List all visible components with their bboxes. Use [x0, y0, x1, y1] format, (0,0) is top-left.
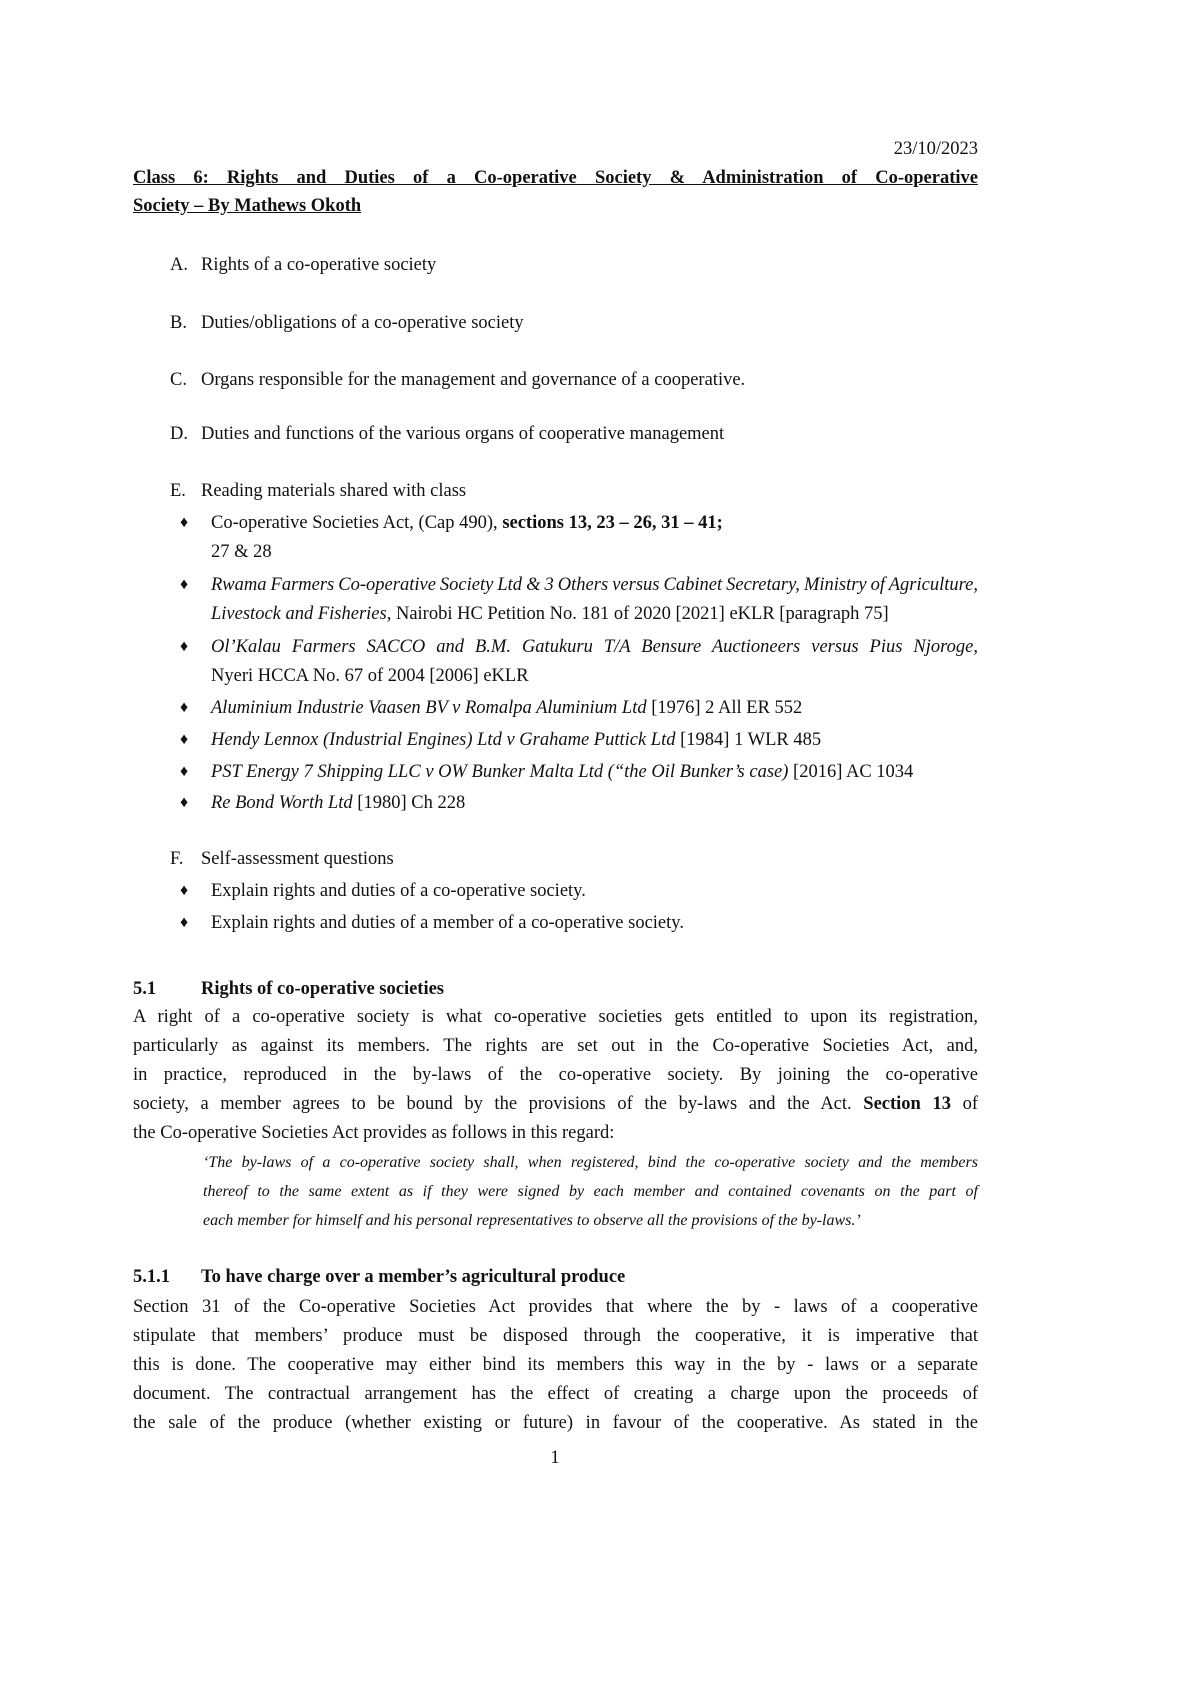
text-segment: thereof to the same extent as if they were signed by each member and contained covenants on the part of: [203, 1183, 978, 1200]
bullet-line: [211, 911, 684, 935]
text-segment: of: [950, 1094, 978, 1114]
quote-line: [203, 1180, 978, 1204]
text-segment: sections 13, 23 – 26, 31 – 41;: [502, 513, 723, 533]
para-line: [133, 1411, 978, 1435]
bullet-just-line: [211, 635, 978, 659]
heading-line: [201, 1265, 625, 1289]
outline-line: [201, 368, 745, 392]
date-line: [800, 137, 978, 161]
text-segment: Organs responsible for the management and governance of a cooperative.: [201, 370, 746, 390]
title-last-line: [133, 194, 361, 218]
bullet-line: [211, 728, 821, 752]
text-segment: Self-assessment questions: [201, 849, 394, 869]
text-segment: Nairobi HC Petition No. 181 of 2020 [2021] eKLR [paragraph 75]: [391, 604, 889, 624]
bullet-line: [211, 791, 465, 815]
outline-letter: F.: [170, 849, 184, 869]
cont-line: [211, 602, 889, 626]
text-segment: Rwama Farmers Co-operative Society Ltd & 3 Others versus Cabinet Secretary, Ministry of Agriculture,: [211, 575, 978, 595]
text-segment: society, a member agrees to be bound by the provisions of the by-laws and the Act.: [133, 1094, 864, 1114]
para-line: [133, 1382, 978, 1406]
text-segment: [1984] 1 WLR 485: [675, 730, 822, 750]
text-segment: ‘The by-laws of a co-operative society shall, when registered, bind the co-operative society and the members: [203, 1154, 978, 1171]
outline-line: [201, 479, 466, 503]
cont-line: [211, 664, 529, 688]
text-segment: in practice, reproduced in the by-laws of the co-operative society. By joining the co-operative: [133, 1065, 978, 1085]
text-segment: Nyeri HCCA No. 67 of 2004 [2006] eKLR: [211, 666, 529, 686]
bullet-line: [211, 879, 586, 903]
text-segment: Explain rights and duties of a member of a co-operative society.: [211, 913, 684, 933]
cont-line: [211, 540, 272, 564]
text-segment: Duties/obligations of a co-operative society: [201, 313, 524, 333]
outline-line: [201, 422, 724, 446]
para-line: [133, 1063, 978, 1087]
para-line: [133, 1353, 978, 1377]
quote-last-line: [203, 1209, 861, 1233]
text-segment: the sale of the produce (whether existing or future) in favour of the cooperative. As stated in the: [133, 1413, 978, 1433]
bullet-line: [211, 511, 723, 535]
text-segment: Ol’Kalau Farmers SACCO and B.M. Gatukuru T/A Bensure Auctioneers versus Pius Njoroge,: [211, 637, 978, 657]
text-segment: [1976] 2 All ER 552: [646, 698, 803, 718]
diamond-bullet-icon: ♦: [180, 731, 189, 748]
text-segment: each member for himself and his personal representatives to observe all the provisions of the by-laws.’: [203, 1212, 861, 1229]
text-segment: [2016] AC 1034: [788, 762, 914, 782]
text-segment: PST Energy 7 Shipping LLC v OW Bunker Malta Ltd (“the Oil Bunker’s case): [211, 762, 789, 782]
para-line: [133, 1324, 978, 1348]
text-segment: this is done. The cooperative may either bind its members this way in the by - laws or a separate: [133, 1355, 978, 1375]
text-segment: Aluminium Industrie Vaasen BV v Romalpa Aluminium Ltd: [211, 698, 647, 718]
section-number: 5.1: [133, 979, 157, 999]
bullet-line: [211, 760, 913, 784]
para-line: [133, 1034, 978, 1058]
text-segment: Section 31 of the Co-operative Societies Act provides that where the by - laws of a cooperative: [133, 1297, 978, 1317]
bullet-just-line: [211, 573, 978, 597]
text-segment: Co-operative Societies Act, (Cap 490),: [211, 513, 503, 533]
heading-line: [201, 977, 444, 1001]
pagenum-line: [540, 1446, 570, 1470]
text-segment: Reading materials shared with class: [201, 481, 467, 501]
text-segment: Class 6: Rights and Duties of a Co-operative Society & Administration of Co-operative: [133, 168, 978, 188]
para-line: [133, 1092, 978, 1116]
bullet-line: [211, 696, 802, 720]
text-segment: To have charge over a member’s agricultural produce: [201, 1267, 626, 1287]
text-segment: 27 & 28: [211, 542, 272, 562]
text-segment: Section 13: [863, 1094, 951, 1114]
diamond-bullet-icon: ♦: [180, 914, 189, 931]
text-segment: Rights of co-operative societies: [201, 979, 445, 999]
diamond-bullet-icon: ♦: [180, 638, 189, 655]
text-segment: Livestock and Fisheries,: [211, 604, 392, 624]
outline-letter: D.: [170, 424, 188, 444]
text-segment: Explain rights and duties of a co-operative society.: [211, 881, 586, 901]
text-segment: Hendy Lennox (Industrial Engines) Ltd v Grahame Puttick Ltd: [211, 730, 676, 750]
text-segment: Rights of a co-operative society: [201, 255, 437, 275]
para-line: [133, 1295, 978, 1319]
text-segment: 23/10/2023: [893, 139, 978, 159]
section-number: 5.1.1: [133, 1267, 170, 1287]
text-segment: particularly as against its members. The rights are set out in the Co-operative Societies Act, and,: [133, 1036, 978, 1056]
diamond-bullet-icon: ♦: [180, 882, 189, 899]
text-segment: 1: [550, 1448, 560, 1468]
outline-letter: E.: [170, 481, 186, 501]
diamond-bullet-icon: ♦: [180, 514, 189, 531]
text-segment: Re Bond Worth Ltd: [211, 793, 353, 813]
diamond-bullet-icon: ♦: [180, 763, 189, 780]
text-segment: [1980] Ch 228: [352, 793, 466, 813]
diamond-bullet-icon: ♦: [180, 699, 189, 716]
title-line: [133, 166, 978, 190]
para-line: [133, 1005, 978, 1029]
outline-line: [201, 253, 436, 277]
diamond-bullet-icon: ♦: [180, 576, 189, 593]
text-segment: document. The contractual arrangement has the effect of creating a charge upon the proceeds of: [133, 1384, 978, 1404]
text-segment: the Co-operative Societies Act provides as follows in this regard:: [133, 1123, 615, 1143]
outline-line: [201, 847, 394, 871]
diamond-bullet-icon: ♦: [180, 794, 189, 811]
text-segment: Society – By Mathews Okoth: [133, 196, 362, 216]
outline-letter: A.: [170, 255, 188, 275]
outline-letter: C.: [170, 370, 187, 390]
text-segment: stipulate that members’ produce must be disposed through the cooperative, it is imperative that: [133, 1326, 978, 1346]
text-segment: A right of a co-operative society is what co-operative societies gets entitled to upon its registration,: [133, 1007, 978, 1027]
text-segment: Duties and functions of the various organs of cooperative management: [201, 424, 725, 444]
para-last-line: [133, 1121, 614, 1145]
quote-line: [203, 1151, 978, 1175]
outline-letter: B.: [170, 313, 187, 333]
outline-line: [201, 311, 524, 335]
